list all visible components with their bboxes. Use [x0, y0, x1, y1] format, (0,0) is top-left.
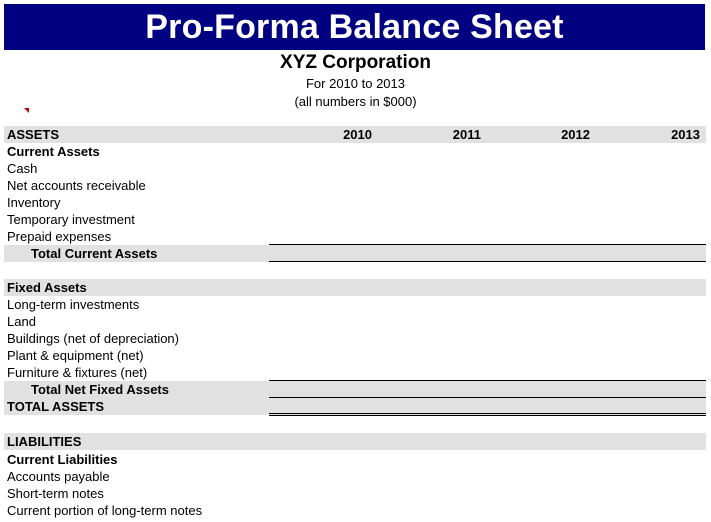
total-net-fixed-assets-top-rule — [269, 380, 706, 381]
fixed-assets-heading-row[interactable] — [4, 279, 706, 296]
furniture-fixtures-label: Furniture & fixtures (net) — [7, 365, 148, 380]
short-term-notes-row[interactable] — [4, 485, 706, 502]
year-2013-header: 2013 — [671, 127, 700, 142]
liabilities-heading: LIABILITIES — [7, 434, 82, 449]
short-term-notes-label: Short-term notes — [7, 486, 104, 501]
buildings-row[interactable] — [4, 330, 706, 347]
land-label: Land — [7, 314, 36, 329]
company-name: XYZ Corporation — [280, 52, 431, 73]
assets-header-row — [4, 126, 706, 143]
current-assets-heading: Current Assets — [7, 144, 100, 159]
accounts-payable-label: Accounts payable — [7, 469, 110, 484]
total-current-assets-bottom-rule — [269, 261, 706, 262]
net-accounts-receivable-row[interactable] — [4, 177, 706, 194]
comment-indicator-icon[interactable] — [24, 108, 29, 113]
cash-label: Cash — [7, 161, 38, 176]
page-title-banner — [4, 4, 705, 50]
year-2011-header: 2011 — [452, 127, 481, 142]
temporary-investment-row[interactable] — [4, 211, 706, 228]
prepaid-expenses-label: Prepaid expenses — [7, 229, 112, 244]
year-2010-header: 2010 — [343, 127, 372, 142]
page-title: Pro-Forma Balance Sheet — [145, 7, 564, 46]
liabilities-heading-row[interactable] — [4, 433, 706, 450]
plant-equipment-row[interactable] — [4, 347, 706, 364]
temporary-investment-label: Temporary investment — [7, 212, 135, 227]
current-portion-ltn-row[interactable] — [4, 502, 706, 519]
total-current-assets-row[interactable] — [4, 245, 706, 262]
current-liabilities-heading-row[interactable] — [4, 451, 706, 468]
net-accounts-receivable-label: Net accounts receivable — [7, 178, 146, 193]
total-current-assets-label: Total Current Assets — [31, 246, 158, 261]
prepaid-expenses-row[interactable] — [4, 228, 706, 245]
buildings-label: Buildings (net of depreciation) — [7, 331, 179, 346]
total-net-fixed-assets-label: Total Net Fixed Assets — [31, 382, 169, 397]
total-assets-double-rule-2 — [269, 415, 706, 416]
furniture-fixtures-row[interactable] — [4, 364, 706, 381]
accounts-payable-row[interactable] — [4, 468, 706, 485]
units-note: (all numbers in $000) — [294, 94, 417, 109]
current-portion-ltn-label: Current portion of long-term notes — [7, 503, 203, 518]
assets-section-label: ASSETS — [7, 127, 60, 142]
land-row[interactable] — [4, 313, 706, 330]
period-text: For 2010 to 2013 — [305, 76, 406, 91]
total-assets-label: TOTAL ASSETS — [7, 399, 105, 414]
inventory-row[interactable] — [4, 194, 706, 211]
cash-row[interactable] — [4, 160, 706, 177]
inventory-label: Inventory — [7, 195, 61, 210]
long-term-investments-row[interactable] — [4, 296, 706, 313]
fixed-assets-heading: Fixed Assets — [7, 280, 87, 295]
current-liabilities-heading: Current Liabilities — [7, 452, 118, 467]
total-assets-double-rule-1 — [269, 413, 706, 414]
long-term-investments-label: Long-term investments — [7, 297, 140, 312]
current-assets-heading-row[interactable] — [4, 143, 706, 160]
plant-equipment-label: Plant & equipment (net) — [7, 348, 144, 363]
total-current-assets-top-rule — [269, 244, 706, 245]
year-2012-header: 2012 — [561, 127, 590, 142]
total-net-fixed-assets-row[interactable] — [4, 381, 706, 398]
